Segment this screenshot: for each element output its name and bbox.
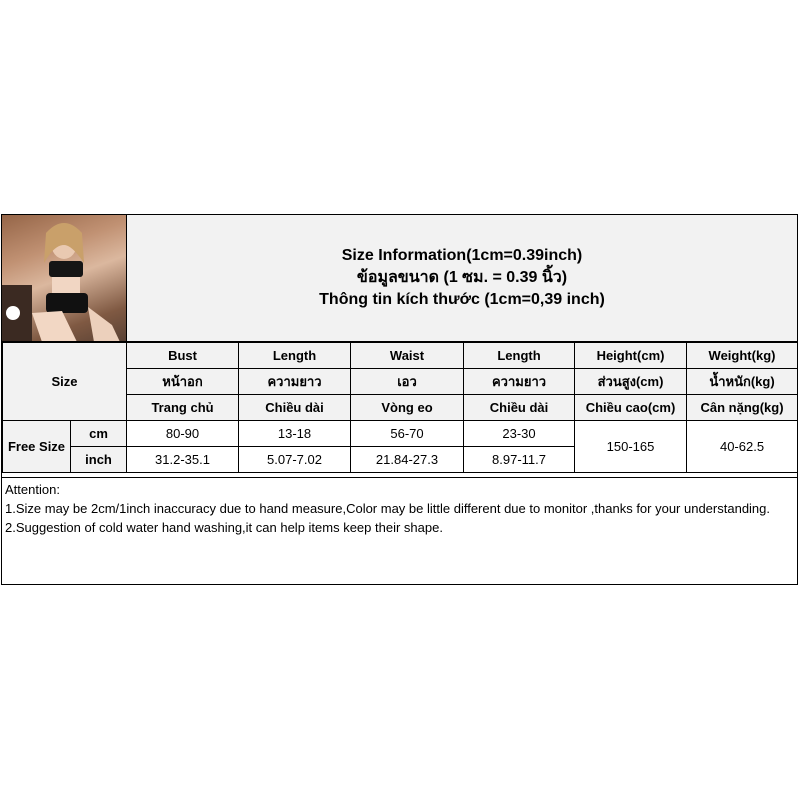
col-height-vi: Chiều cao(cm) <box>575 395 687 421</box>
length-inch: 5.07-7.02 <box>239 447 351 473</box>
free-size-label: Free Size <box>3 421 71 473</box>
col-length2-th: ความยาว <box>464 369 575 395</box>
col-bust-vi: Trang chủ <box>127 395 239 421</box>
col-weight-vi: Cân nặng(kg) <box>687 395 798 421</box>
bust-inch: 31.2-35.1 <box>127 447 239 473</box>
size-chart <box>1 214 798 585</box>
waist-inch: 21.84-27.3 <box>351 447 464 473</box>
col-length-th: ความยาว <box>239 369 351 395</box>
unit-cm: cm <box>71 421 127 447</box>
col-height-th: ส่วนสูง(cm) <box>575 369 687 395</box>
note-line-1: 1.Size may be 2cm/1inch inaccuracy due to hand measure,Color may be little different due to monitor ,thanks for your understanding. <box>5 501 771 516</box>
product-photo-figure <box>2 215 127 342</box>
col-length2-en: Length <box>464 343 575 369</box>
table-row-cm <box>3 421 798 447</box>
col-length-en: Length <box>239 343 351 369</box>
title-english: Size Information(1cm=0.39inch) <box>341 247 583 264</box>
col-weight-en: Weight(kg) <box>687 343 798 369</box>
unit-inch: inch <box>71 447 127 473</box>
note-line-2: 2.Suggestion of cold water hand washing,it can help items keep their shape. <box>5 520 443 535</box>
title-thai: ข้อมูลขนาด (1 ซม. = 0.39 นิ้ว) <box>356 269 568 286</box>
length2-inch: 8.97-11.7 <box>464 447 575 473</box>
size-table <box>2 342 798 473</box>
weight-value: 40-62.5 <box>687 421 798 473</box>
col-waist-en: Waist <box>351 343 464 369</box>
col-length-vi: Chiều dài <box>239 395 351 421</box>
product-photo <box>2 215 127 342</box>
col-waist-th: เอว <box>351 369 464 395</box>
waist-cm: 56-70 <box>351 421 464 447</box>
header-row-english <box>3 343 798 369</box>
col-waist-vi: Vòng eo <box>351 395 464 421</box>
attention-notes <box>2 477 797 584</box>
notes-heading: Attention: <box>5 482 60 497</box>
col-bust-th: หน้าอก <box>127 369 239 395</box>
length2-cm: 23-30 <box>464 421 575 447</box>
col-weight-th: น้ำหนัก(kg) <box>687 369 798 395</box>
title-vietnamese: Thông tin kích thước (1cm=0,39 inch) <box>319 291 605 308</box>
col-length2-vi: Chiều dài <box>464 395 575 421</box>
bust-cm: 80-90 <box>127 421 239 447</box>
size-information-title <box>127 215 797 342</box>
col-bust-en: Bust <box>127 343 239 369</box>
col-height-en: Height(cm) <box>575 343 687 369</box>
size-header: Size <box>3 343 127 421</box>
length-cm: 13-18 <box>239 421 351 447</box>
height-value: 150-165 <box>575 421 687 473</box>
